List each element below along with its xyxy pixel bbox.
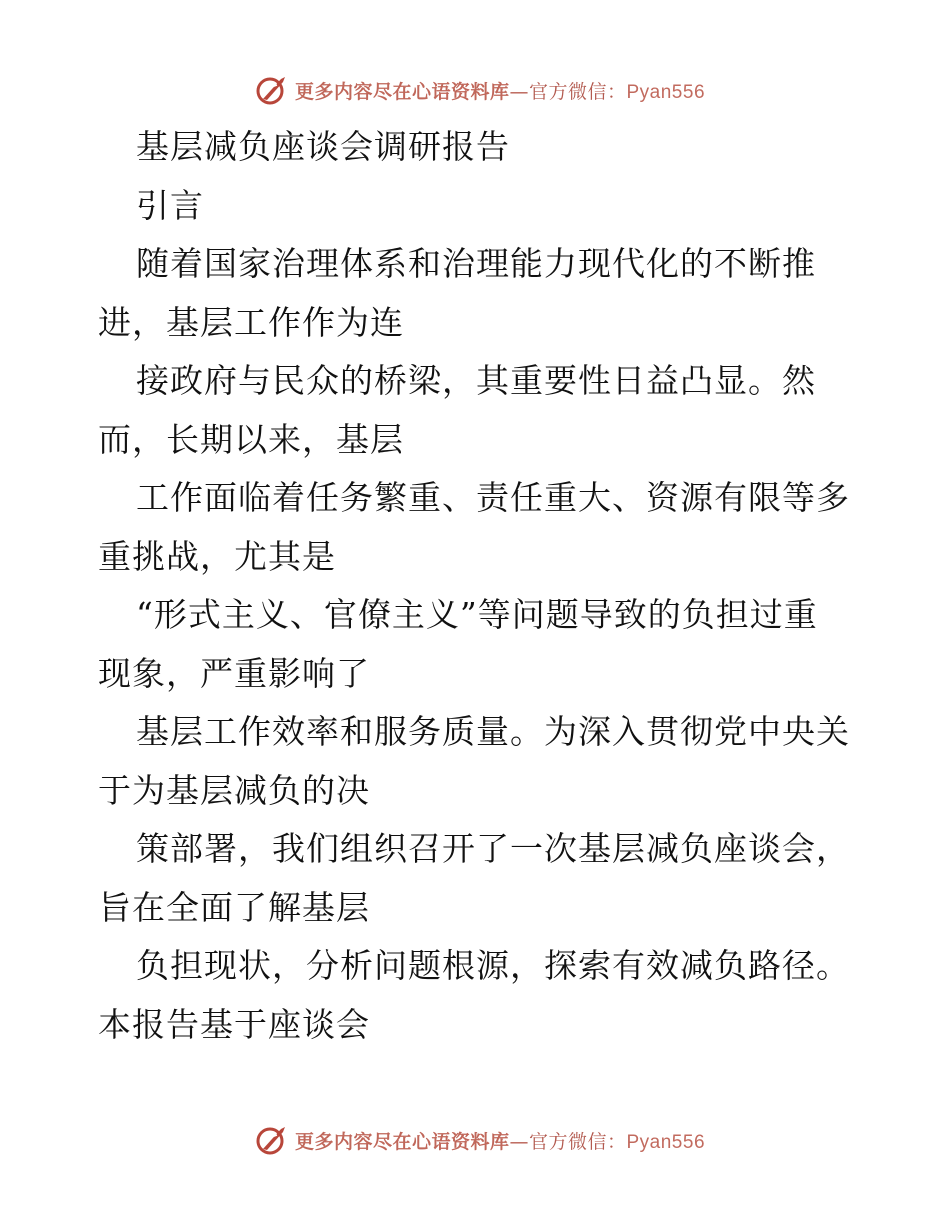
text-line: 进，基层工作作为连 [98,302,404,342]
text-line: 旨在全面了解基层 [98,887,370,927]
text-line: 而，长期以来，基层 [98,419,404,459]
text-line: 基层工作效率和服务质量。为深入贯彻党中央关 [136,712,850,751]
banner-content [255,1123,705,1157]
banner-separator: — [509,1130,529,1153]
quill-seal-icon [255,1123,289,1157]
text-line: 重挑战，尤其是 [98,536,336,576]
text-line: “形式主义、官僚主义”等问题导致的负担过重 [136,595,818,634]
text-line: 接政府与民众的桥梁，其重要性日益凸显。然 [136,361,816,400]
document-body [98,118,858,1054]
footer-banner [0,1120,950,1160]
text-line: 工作面临着任务繁重、责任重大、资源有限等多 [136,478,850,517]
header-banner [0,70,950,110]
banner-separator: — [509,80,529,103]
text-line: 策部署，我们组织召开了一次基层减负座谈会， [136,829,850,868]
text-line: 负担现状，分析问题根源，探索有效减负路径。 [136,946,850,985]
banner-wechat-id: Pyan556 [626,1131,706,1153]
banner-wechat-id: Pyan556 [626,81,706,103]
quill-seal-icon [255,73,289,107]
text-line: 于为基层减负的决 [98,770,370,810]
banner-content [255,73,705,107]
banner-sub-text: 官方微信： [528,1130,627,1153]
section-heading: 引言 [136,185,204,225]
banner-sub-text: 官方微信： [528,80,627,103]
document-title: 基层减负座谈会调研报告 [136,127,510,166]
text-line: 随着国家治理体系和治理能力现代化的不断推 [136,244,816,283]
text-line: 本报告基于座谈会 [98,1004,370,1044]
text-line: 现象，严重影响了 [98,653,370,693]
banner-main-text: 更多内容尽在心语资料库 [294,80,510,103]
banner-main-text: 更多内容尽在心语资料库 [294,1130,510,1153]
